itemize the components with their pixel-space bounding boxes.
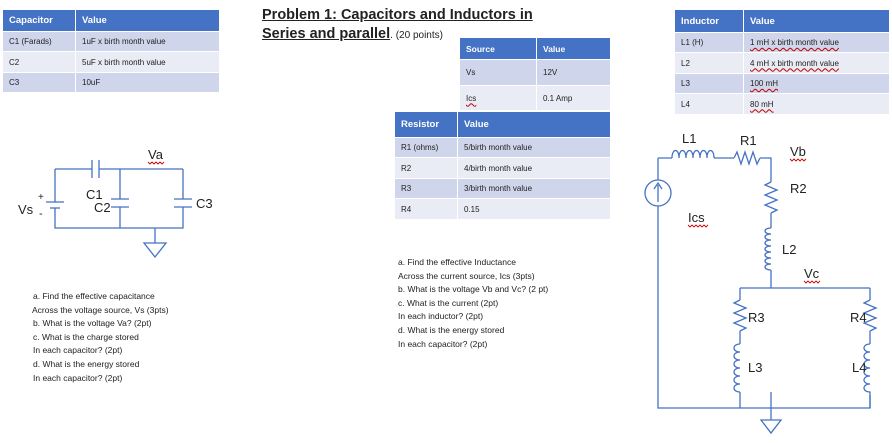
cell <box>744 53 890 74</box>
ground-icon <box>761 420 781 433</box>
label-plus: + <box>38 192 44 203</box>
table-row <box>3 52 220 73</box>
question-line: d. What is the energy stored <box>33 358 140 369</box>
label-c1: C1 <box>86 187 103 202</box>
l1-value: 1 mH x birth month value <box>750 38 839 47</box>
l4-coil <box>864 344 870 408</box>
label-r1: R1 <box>740 133 757 148</box>
cell <box>744 94 890 115</box>
value-header: Value <box>537 38 611 60</box>
table-row <box>675 53 890 74</box>
ics-text: Ics <box>466 93 477 103</box>
cell: 5uF x birth month value <box>76 52 220 73</box>
cell: R2 <box>395 158 458 179</box>
current-source-arrow <box>654 183 662 202</box>
question-line: c. What is the current (2pt) <box>398 297 499 308</box>
question-line: Across the current source, Ics (3pts) <box>398 270 535 281</box>
table-row <box>395 138 611 158</box>
ground-icon <box>144 243 166 257</box>
label-r3: R3 <box>748 310 765 325</box>
r3-zigzag <box>734 300 746 331</box>
cell: L3 <box>675 74 744 94</box>
label-r2: R2 <box>790 181 807 196</box>
label-va: Va <box>148 148 163 162</box>
l3-coil <box>734 344 740 392</box>
label-vc: Vc <box>804 266 820 281</box>
table-row <box>675 94 890 115</box>
question-line: d. What is the energy stored <box>398 324 505 335</box>
wire-top <box>658 158 771 182</box>
cell: 0.1 Amp <box>537 86 611 111</box>
cell: 1uF x birth month value <box>76 32 220 52</box>
question-line: a. Find the effective capacitance <box>33 291 155 301</box>
cell: 5/birth month value <box>458 138 611 158</box>
label-ics: Ics <box>688 210 705 225</box>
inductor-header: Inductor <box>675 10 744 33</box>
table-row <box>675 74 890 94</box>
cell: C3 <box>3 73 76 93</box>
resistor-table <box>394 111 611 220</box>
question-line: c. What is the charge stored <box>33 331 139 342</box>
cell: R4 <box>395 199 458 220</box>
value-header: Value <box>458 112 611 138</box>
table-row <box>460 60 611 86</box>
title-line-2: Series and parallel <box>262 26 391 42</box>
label-minus: - <box>39 208 43 220</box>
l4-value: 80 mH <box>750 99 774 109</box>
value-header: Value <box>76 10 220 32</box>
cell: 4/birth month value <box>458 158 611 179</box>
inductor-questions <box>398 256 548 351</box>
cell: R1 (ohms) <box>395 138 458 158</box>
cell: C1 (Farads) <box>3 32 76 52</box>
capacitor-circuit <box>0 148 225 268</box>
cell: L1 (H) <box>675 33 744 53</box>
label-vb: Vb <box>790 144 806 159</box>
question-line: Across the voltage source, Vs (3pts) <box>32 304 169 315</box>
cell: Vs <box>460 60 537 86</box>
cell: 0.15 <box>458 199 611 220</box>
table-row <box>3 73 220 93</box>
va-squiggle <box>148 162 164 164</box>
label-vs: Vs <box>18 202 34 217</box>
l2-value: 4 mH x birth month value <box>750 58 839 68</box>
cell: C2 <box>3 52 76 73</box>
wire-left <box>658 158 870 408</box>
inductor-circuit <box>642 130 892 440</box>
cell <box>744 33 890 53</box>
cell <box>744 74 890 94</box>
resistor-header: Resistor <box>395 112 458 138</box>
capacitor-header: Capacitor <box>3 10 76 32</box>
label-c3: C3 <box>196 196 213 211</box>
cell: L4 <box>675 94 744 115</box>
label-l2: L2 <box>782 242 797 257</box>
source-table <box>459 37 611 111</box>
table-row <box>395 179 611 199</box>
capacitor-questions <box>33 290 169 385</box>
r2-zigzag <box>765 182 777 213</box>
cell: 3/birth month value <box>458 179 611 199</box>
label-r4: R4 <box>850 310 867 325</box>
squiggle-underlines <box>688 159 820 283</box>
question-line: b. What is the voltage Va? (2pt) <box>33 318 152 329</box>
cell: 12V <box>537 60 611 86</box>
l1-coil <box>672 151 714 159</box>
label-c2: C2 <box>94 200 111 215</box>
r1-zigzag <box>734 152 760 164</box>
table-row <box>460 86 611 111</box>
question-line: b. What is the voltage Vb and Vc? (2 pt) <box>398 284 549 295</box>
title-line-1: Problem 1: Capacitors and Inductors in <box>262 7 533 23</box>
title-points: . (20 points) <box>390 30 443 41</box>
question-line: In each capacitor? (2pt) <box>398 338 488 349</box>
l3-value: 100 mH <box>750 79 779 88</box>
table-row <box>3 32 220 52</box>
cell: 10uF <box>76 73 220 93</box>
table-row <box>395 199 611 220</box>
inductor-table <box>674 9 890 115</box>
capacitor-table <box>2 9 220 93</box>
cell <box>460 86 537 111</box>
l2-coil <box>765 228 771 270</box>
question-line: In each capacitor? (2pt) <box>33 345 123 356</box>
source-header: Source <box>460 38 537 60</box>
cell: L2 <box>675 53 744 74</box>
question-line: a. Find the effective Inductance <box>398 257 516 267</box>
label-l3: L3 <box>748 360 763 375</box>
table-row <box>675 33 890 53</box>
question-line: In each capacitor? (2pt) <box>33 372 123 383</box>
question-line: In each inductor? (2pt) <box>398 311 484 322</box>
table-row <box>395 158 611 179</box>
value-header: Value <box>744 10 890 33</box>
label-l4: L4 <box>852 360 867 375</box>
label-l1: L1 <box>682 131 697 146</box>
cell: R3 <box>395 179 458 199</box>
